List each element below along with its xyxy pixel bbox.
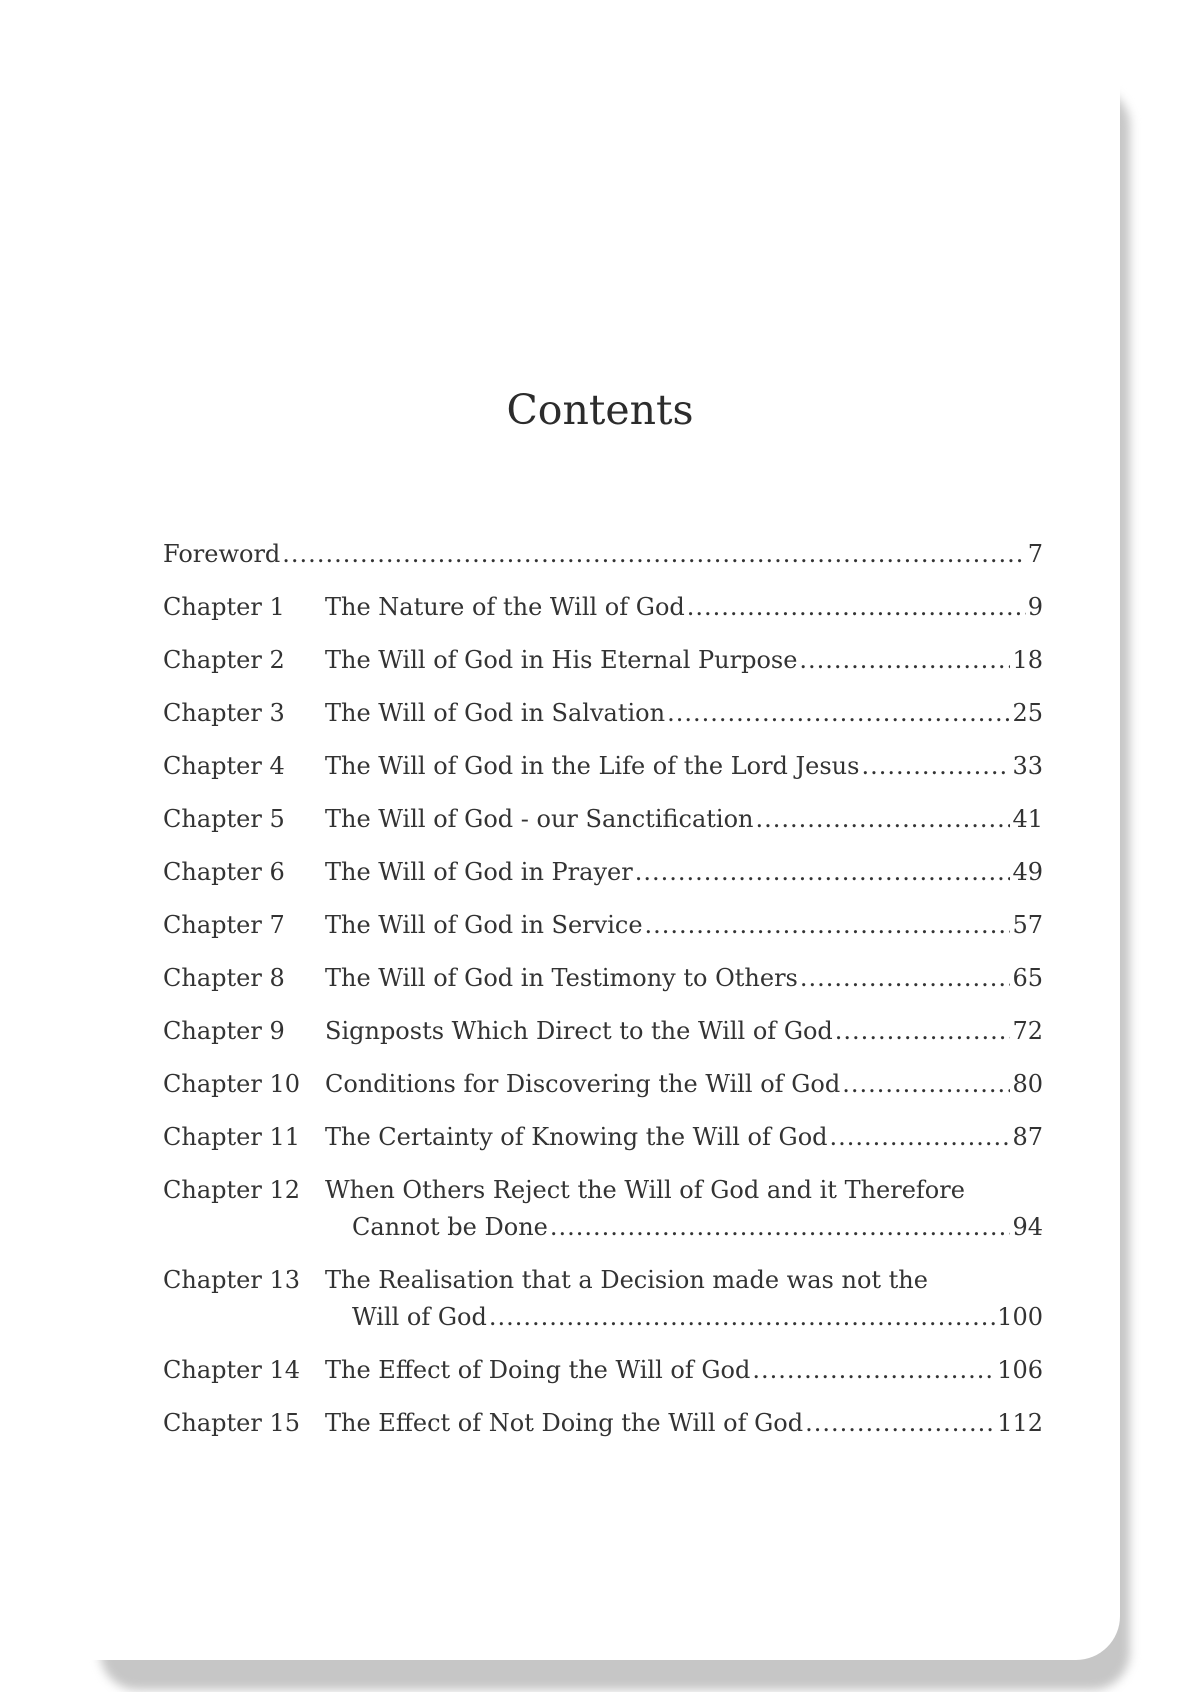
page-number: 41	[1012, 805, 1043, 833]
chapter-title-continued: Cannot be Done	[352, 1213, 548, 1241]
dot-leader	[755, 801, 1010, 837]
dot-leader	[805, 1405, 995, 1441]
chapter-label: Chapter 4	[163, 752, 285, 780]
chapter-label: Chapter 14	[163, 1356, 300, 1384]
chapter-label: Chapter 8	[163, 964, 285, 992]
toc-row	[325, 907, 1043, 943]
page-number: 80	[1012, 1070, 1043, 1098]
dot-leader	[752, 1352, 995, 1388]
page-number: 72	[1012, 1017, 1043, 1045]
page-number: 7	[1027, 540, 1043, 568]
chapter-label: Chapter 7	[163, 911, 285, 939]
toc-entry-chapter[interactable]	[163, 1405, 1043, 1458]
toc-row	[352, 1209, 1043, 1245]
dot-leader	[282, 536, 1025, 572]
page-title: Contents	[506, 386, 694, 434]
chapter-title: The Will of God in His Eternal Purpose	[325, 646, 798, 674]
toc-entry-chapter[interactable]	[163, 1119, 1043, 1172]
page-number: 106	[997, 1356, 1043, 1384]
page-number: 65	[1012, 964, 1043, 992]
chapter-label: Chapter 13	[163, 1266, 300, 1294]
chapter-title: The Will of God in Service	[325, 911, 643, 939]
page-number: 18	[1012, 646, 1043, 674]
toc-entry-chapter[interactable]	[163, 1262, 1043, 1352]
page-number: 9	[1027, 593, 1043, 621]
toc-entry-chapter[interactable]	[163, 801, 1043, 854]
toc-row	[325, 1066, 1043, 1102]
chapter-title: The Will of God in Salvation	[325, 699, 666, 727]
chapter-title: The Effect of Not Doing the Will of God	[325, 1409, 804, 1437]
toc-entry-foreword[interactable]	[163, 536, 1043, 589]
dot-leader	[550, 1209, 1011, 1245]
chapter-title: The Will of God - our Sanctification	[325, 805, 754, 833]
page-number: 112	[997, 1409, 1043, 1437]
chapter-label: Chapter 15	[163, 1409, 300, 1437]
toc-entry-chapter[interactable]	[163, 748, 1043, 801]
page-number: 49	[1012, 858, 1043, 886]
toc-entry-chapter[interactable]	[163, 1172, 1043, 1262]
dot-leader	[635, 854, 1011, 890]
dot-leader	[687, 589, 1026, 625]
toc-row	[325, 748, 1043, 784]
chapter-title: The Realisation that a Decision made was not the	[325, 1266, 928, 1294]
toc-entry-chapter[interactable]	[163, 1013, 1043, 1066]
dot-leader	[667, 695, 1010, 731]
toc-row	[325, 1352, 1043, 1388]
chapter-label: Chapter 1	[163, 593, 285, 621]
toc-row	[325, 854, 1043, 890]
toc-entry-chapter[interactable]	[163, 1352, 1043, 1405]
dot-leader	[861, 748, 1010, 784]
toc-entry-chapter[interactable]	[163, 960, 1043, 1013]
dot-leader	[842, 1066, 1010, 1102]
toc-row	[352, 1299, 1043, 1335]
foreword-label: Foreword	[163, 540, 281, 568]
page-number: 25	[1012, 699, 1043, 727]
toc-row	[325, 960, 1043, 996]
chapter-title: Conditions for Discovering the Will of God	[325, 1070, 841, 1098]
toc-row	[325, 1405, 1043, 1441]
dot-leader	[800, 960, 1011, 996]
toc-row	[325, 1013, 1043, 1049]
toc-entry-chapter[interactable]	[163, 854, 1043, 907]
toc-entry-chapter[interactable]	[163, 642, 1043, 695]
dot-leader	[799, 642, 1010, 678]
table-of-contents	[163, 536, 1043, 1458]
toc-row	[325, 695, 1043, 731]
dot-leader	[645, 907, 1011, 943]
dot-leader	[835, 1013, 1011, 1049]
chapter-title-continued: Will of God	[352, 1303, 487, 1331]
chapter-label: Chapter 2	[163, 646, 285, 674]
chapter-title: The Certainty of Knowing the Will of God	[325, 1123, 828, 1151]
page-number: 87	[1012, 1123, 1043, 1151]
dot-leader	[830, 1119, 1011, 1155]
toc-entry-chapter[interactable]	[163, 1066, 1043, 1119]
chapter-label: Chapter 6	[163, 858, 285, 886]
chapter-title: The Will of God in Prayer	[325, 858, 633, 886]
page-number: 100	[997, 1303, 1043, 1331]
chapter-label: Chapter 3	[163, 699, 285, 727]
toc-row	[325, 589, 1043, 625]
chapter-label: Chapter 5	[163, 805, 285, 833]
page-number: 33	[1012, 752, 1043, 780]
chapter-title: The Nature of the Will of God	[325, 593, 685, 621]
chapter-label: Chapter 12	[163, 1176, 300, 1204]
toc-entry-chapter[interactable]	[163, 907, 1043, 960]
chapter-label: Chapter 9	[163, 1017, 285, 1045]
page-number: 57	[1012, 911, 1043, 939]
toc-entry-chapter[interactable]	[163, 589, 1043, 642]
chapter-title: The Will of God in the Life of the Lord Jesus	[325, 752, 860, 780]
toc-entry-chapter[interactable]	[163, 695, 1043, 748]
toc-row	[325, 801, 1043, 837]
chapter-title: The Effect of Doing the Will of God	[325, 1356, 751, 1384]
chapter-title: Signposts Which Direct to the Will of God	[325, 1017, 833, 1045]
toc-row	[163, 536, 1043, 572]
chapter-title: The Will of God in Testimony to Others	[325, 964, 798, 992]
toc-row	[325, 1119, 1043, 1155]
chapter-label: Chapter 10	[163, 1070, 300, 1098]
chapter-title: When Others Reject the Will of God and it Therefore	[325, 1176, 965, 1204]
chapter-label: Chapter 11	[163, 1123, 300, 1151]
toc-row	[325, 642, 1043, 678]
dot-leader	[489, 1299, 995, 1335]
page-number: 94	[1012, 1213, 1043, 1241]
